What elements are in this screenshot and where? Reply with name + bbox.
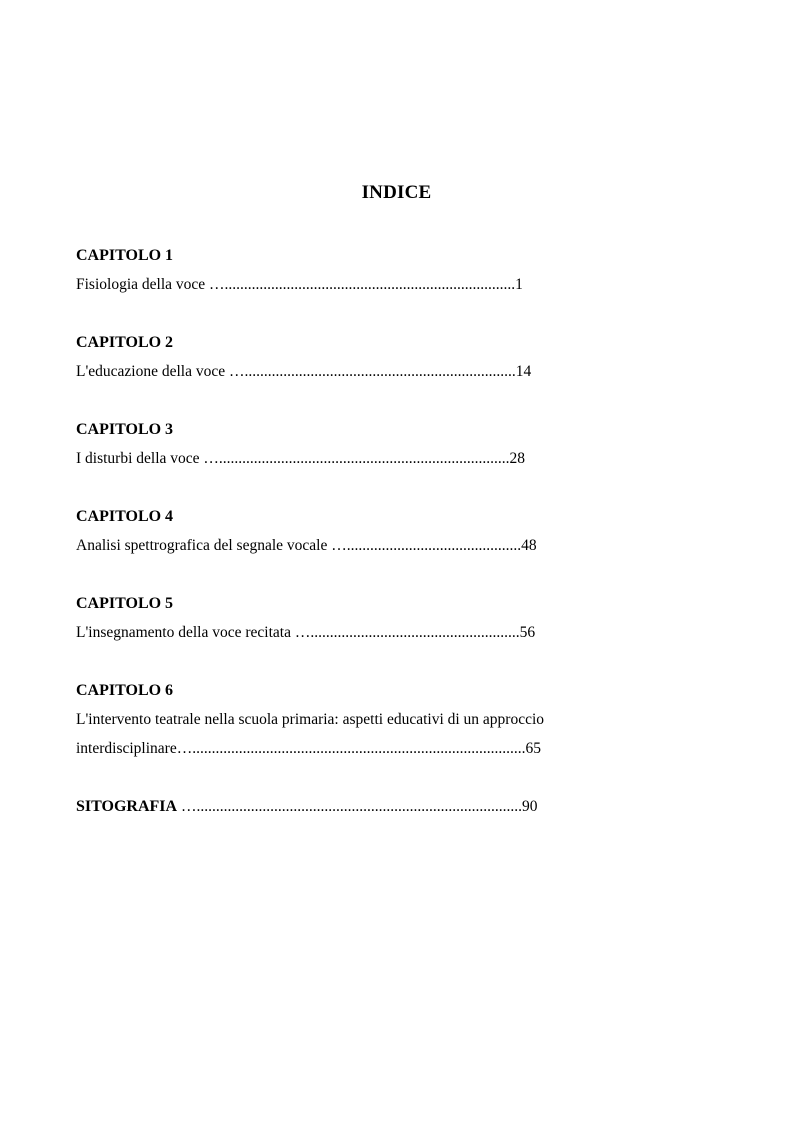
- chapter-entry: L'educazione della voce …......................................................................14: [76, 363, 532, 380]
- chapter-heading: CAPITOLO 3: [76, 421, 174, 438]
- chapter-heading: CAPITOLO 6: [76, 682, 174, 699]
- page-title: INDICE: [361, 182, 432, 203]
- chapter-entry: L'insegnamento della voce recitata …......................................................56: [76, 624, 536, 641]
- chapter-heading: CAPITOLO 4: [76, 508, 174, 525]
- chapter-heading: CAPITOLO 1: [76, 247, 174, 264]
- chapter-entry: Analisi spettrografica del segnale vocale ….............................................48: [76, 537, 537, 554]
- toc-chapter-2: [76, 328, 716, 386]
- toc-chapter-4: [76, 502, 716, 560]
- toc-chapter-3: [76, 415, 716, 473]
- sitografia-heading: SITOGRAFIA: [76, 798, 178, 815]
- chapter-entry: I disturbi della voce …...........................................................................28: [76, 450, 526, 467]
- toc-chapter-6: [76, 676, 716, 763]
- chapter-heading: CAPITOLO 2: [76, 334, 174, 351]
- toc-chapter-1: [76, 241, 716, 299]
- chapter-entry: Fisiologia della voce …...........................................................................1: [76, 276, 523, 293]
- toc-sitografia: [76, 792, 716, 821]
- toc-chapter-5: [76, 589, 716, 647]
- table-of-contents: [76, 241, 716, 821]
- chapter-heading: CAPITOLO 5: [76, 595, 174, 612]
- chapter-entry-continuation: interdisciplinare…......................................................................................65: [76, 740, 541, 757]
- sitografia-leader: …....................................................................................90: [177, 798, 538, 815]
- chapter-entry: L'intervento teatrale nella scuola primaria: aspetti educativi di un approccio: [76, 711, 545, 728]
